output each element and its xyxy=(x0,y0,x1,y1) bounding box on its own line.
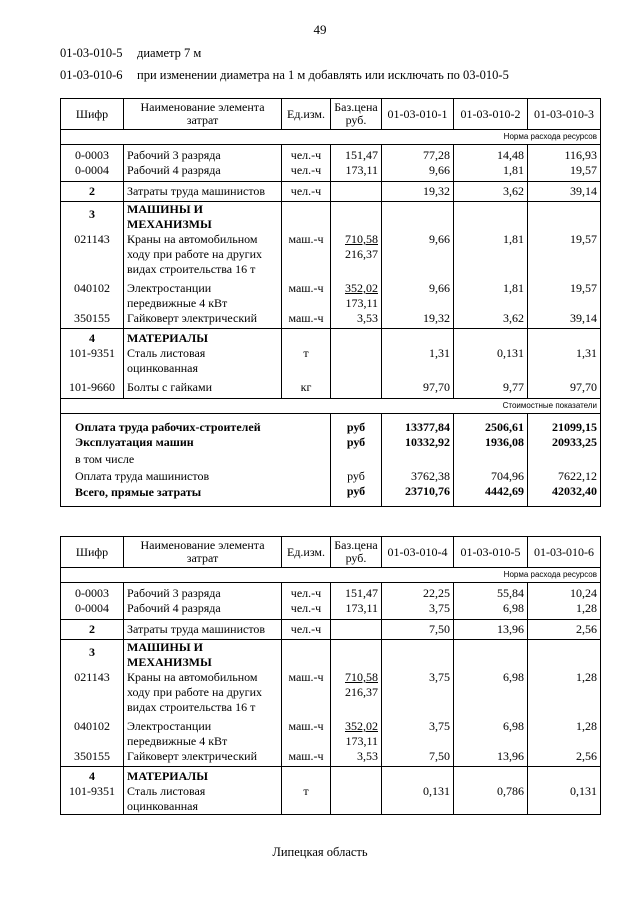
total-value: 42032,40 xyxy=(528,484,601,507)
row-value: 0,131 xyxy=(528,784,601,815)
row-value: 0,131 xyxy=(382,784,454,815)
row-value: 13,96 xyxy=(454,749,528,767)
row-unit: маш.-ч xyxy=(282,715,331,749)
row-value: 9,66 xyxy=(382,277,454,311)
row-unit: чел.-ч xyxy=(282,601,331,620)
row-value: 1,28 xyxy=(528,601,601,620)
row-value: 19,57 xyxy=(528,277,601,311)
table-row xyxy=(61,670,601,715)
section-code: 3 xyxy=(61,202,124,233)
total-value: 3762,38 xyxy=(382,469,454,484)
header-text: при изменении диаметра на 1 м добавлять или исключать по 03-010-5 xyxy=(137,68,509,82)
row-price: 352,02 173,11 xyxy=(331,715,382,749)
section-code: 3 xyxy=(61,640,124,671)
row-value: 1,81 xyxy=(454,163,528,182)
row-value: 3,62 xyxy=(454,182,528,202)
col-header-price: Баз.цена руб. xyxy=(331,99,382,130)
row-price: 710,58 216,37 xyxy=(331,670,382,715)
total-row xyxy=(61,435,601,450)
row-unit: чел.-ч xyxy=(282,620,331,640)
row-price xyxy=(331,376,382,399)
section-row xyxy=(61,640,601,671)
table-header-row xyxy=(61,99,601,130)
total-value: 2506,61 xyxy=(454,414,528,436)
note-row xyxy=(61,568,601,583)
section-code: 4 xyxy=(61,329,124,347)
header-line-2 xyxy=(60,68,509,83)
row-code: 021143 xyxy=(61,670,124,715)
table-row xyxy=(61,163,601,182)
table-header-row xyxy=(61,537,601,568)
row-unit: маш.-ч xyxy=(282,749,331,767)
table-row xyxy=(61,601,601,620)
note-row xyxy=(61,130,601,145)
row-value: 2,56 xyxy=(528,620,601,640)
table-row xyxy=(61,583,601,602)
total-label: Эксплуатация машин xyxy=(61,435,331,450)
row-code: 101-9351 xyxy=(61,346,124,376)
total-value: 13377,84 xyxy=(382,414,454,436)
col-header-variant: 01-03-010-2 xyxy=(454,99,528,130)
row-value: 7,50 xyxy=(382,749,454,767)
total-unit: руб xyxy=(331,484,382,507)
resources-note: Норма расхода ресурсов xyxy=(61,130,601,145)
row-value: 19,32 xyxy=(382,311,454,329)
col-header-name: Наименование элемента затрат xyxy=(124,537,282,568)
row-code: 350155 xyxy=(61,311,124,329)
total-row xyxy=(61,484,601,507)
col-header-unit: Ед.изм. xyxy=(282,99,331,130)
row-unit: маш.-ч xyxy=(282,670,331,715)
table-row xyxy=(61,311,601,329)
row-code: 2 xyxy=(61,620,124,640)
row-name: Краны на автомобильном ходу при работе на других видах строительства 16 т xyxy=(124,670,282,715)
page-number: 49 xyxy=(313,22,327,37)
col-header-code: Шифр xyxy=(61,537,124,568)
row-code: 350155 xyxy=(61,749,124,767)
row-value: 13,96 xyxy=(454,620,528,640)
row-value: 0,131 xyxy=(454,346,528,376)
table-row xyxy=(61,277,601,311)
row-value: 9,77 xyxy=(454,376,528,399)
total-value: 20933,25 xyxy=(528,435,601,450)
cost-note: Стоимостные показатели xyxy=(61,399,601,414)
row-value: 19,57 xyxy=(528,163,601,182)
row-name: Сталь листовая оцинкованная xyxy=(124,784,282,815)
row-name: Затраты труда машинистов xyxy=(124,620,282,640)
table-row xyxy=(61,182,601,202)
section-title: МАШИНЫ И МЕХАНИЗМЫ xyxy=(124,202,282,233)
total-value: 23710,76 xyxy=(382,484,454,507)
total-value: 21099,15 xyxy=(528,414,601,436)
total-label: Всего, прямые затраты xyxy=(61,484,331,507)
header-code: 01-03-010-5 xyxy=(60,46,123,60)
col-header-name: Наименование элемента затрат xyxy=(124,99,282,130)
row-value: 6,98 xyxy=(454,601,528,620)
col-header-variant: 01-03-010-6 xyxy=(528,537,601,568)
row-code: 101-9660 xyxy=(61,376,124,399)
section-row xyxy=(61,202,601,233)
row-unit: чел.-ч xyxy=(282,583,331,602)
row-name: Гайковерт электрический xyxy=(124,311,282,329)
row-value: 2,56 xyxy=(528,749,601,767)
row-value: 1,28 xyxy=(528,670,601,715)
row-price: 151,47 xyxy=(331,145,382,164)
row-value: 1,31 xyxy=(528,346,601,376)
row-value: 6,98 xyxy=(454,670,528,715)
row-value: 77,28 xyxy=(382,145,454,164)
table-row xyxy=(61,232,601,277)
table-row xyxy=(61,715,601,749)
header-line-1 xyxy=(60,46,201,61)
row-name: Рабочий 4 разряда xyxy=(124,601,282,620)
row-name: Рабочий 3 разряда xyxy=(124,583,282,602)
row-value: 116,93 xyxy=(528,145,601,164)
table-row xyxy=(61,376,601,399)
row-price: 710,58 216,37 xyxy=(331,232,382,277)
row-code: 040102 xyxy=(61,715,124,749)
col-header-variant: 01-03-010-1 xyxy=(382,99,454,130)
row-unit: маш.-ч xyxy=(282,311,331,329)
row-value: 55,84 xyxy=(454,583,528,602)
row-price: 173,11 xyxy=(331,601,382,620)
total-value: 704,96 xyxy=(454,469,528,484)
row-value: 1,81 xyxy=(454,277,528,311)
row-value: 22,25 xyxy=(382,583,454,602)
section-title: МАТЕРИАЛЫ xyxy=(124,329,282,347)
row-name: Электростанции передвижные 4 кВт xyxy=(124,277,282,311)
col-header-price: Баз.цена руб. xyxy=(331,537,382,568)
resource-table-2 xyxy=(60,536,601,815)
row-value: 9,66 xyxy=(382,163,454,182)
row-price xyxy=(331,346,382,376)
col-header-variant: 01-03-010-4 xyxy=(382,537,454,568)
row-value: 19,57 xyxy=(528,232,601,277)
col-header-code: Шифр xyxy=(61,99,124,130)
row-value: 39,14 xyxy=(528,182,601,202)
total-label: Оплата труда машинистов xyxy=(61,469,331,484)
total-unit: руб xyxy=(331,469,382,484)
row-price: 3,53 xyxy=(331,311,382,329)
row-name: Гайковерт электрический xyxy=(124,749,282,767)
row-unit: маш.-ч xyxy=(282,232,331,277)
table-row xyxy=(61,784,601,815)
row-unit: чел.-ч xyxy=(282,145,331,164)
total-value: 10332,92 xyxy=(382,435,454,450)
total-row xyxy=(61,450,601,469)
row-value: 19,32 xyxy=(382,182,454,202)
section-row xyxy=(61,767,601,785)
total-unit: руб xyxy=(331,414,382,436)
total-label: в том числе xyxy=(61,450,331,469)
row-price xyxy=(331,784,382,815)
col-header-unit: Ед.изм. xyxy=(282,537,331,568)
total-row xyxy=(61,469,601,484)
header-code: 01-03-010-6 xyxy=(60,68,123,82)
col-header-variant: 01-03-010-5 xyxy=(454,537,528,568)
row-value: 1,81 xyxy=(454,232,528,277)
row-code: 0-0003 xyxy=(61,145,124,164)
col-header-variant: 01-03-010-3 xyxy=(528,99,601,130)
row-unit: т xyxy=(282,784,331,815)
row-value: 3,75 xyxy=(382,601,454,620)
row-price: 151,47 xyxy=(331,583,382,602)
total-value: 4442,69 xyxy=(454,484,528,507)
row-name: Сталь листовая оцинкованная xyxy=(124,346,282,376)
row-name: Затраты труда машинистов xyxy=(124,182,282,202)
resources-note: Норма расхода ресурсов xyxy=(61,568,601,583)
row-price: 173,11 xyxy=(331,163,382,182)
row-price xyxy=(331,182,382,202)
row-value: 3,75 xyxy=(382,715,454,749)
row-value: 1,31 xyxy=(382,346,454,376)
section-code: 4 xyxy=(61,767,124,785)
row-name: Рабочий 3 разряда xyxy=(124,145,282,164)
row-code: 040102 xyxy=(61,277,124,311)
row-code: 0-0004 xyxy=(61,601,124,620)
table-row xyxy=(61,346,601,376)
row-price: 352,02 173,11 xyxy=(331,277,382,311)
row-value: 6,98 xyxy=(454,715,528,749)
row-value: 7,50 xyxy=(382,620,454,640)
total-value: 1936,08 xyxy=(454,435,528,450)
row-code: 101-9351 xyxy=(61,784,124,815)
row-value: 0,786 xyxy=(454,784,528,815)
table-row xyxy=(61,749,601,767)
table-row xyxy=(61,145,601,164)
note-row xyxy=(61,399,601,414)
row-name: Рабочий 4 разряда xyxy=(124,163,282,182)
row-value: 10,24 xyxy=(528,583,601,602)
section-title: МАТЕРИАЛЫ xyxy=(124,767,282,785)
total-row xyxy=(61,414,601,436)
total-unit: руб xyxy=(331,435,382,450)
row-value: 97,70 xyxy=(382,376,454,399)
row-unit: маш.-ч xyxy=(282,277,331,311)
row-price: 3,53 xyxy=(331,749,382,767)
row-unit: чел.-ч xyxy=(282,182,331,202)
row-value: 97,70 xyxy=(528,376,601,399)
section-row xyxy=(61,329,601,347)
row-value: 14,48 xyxy=(454,145,528,164)
table-row xyxy=(61,620,601,640)
row-code: 2 xyxy=(61,182,124,202)
total-value: 7622,12 xyxy=(528,469,601,484)
resource-table-1 xyxy=(60,98,601,507)
section-title: МАШИНЫ И МЕХАНИЗМЫ xyxy=(124,640,282,671)
row-code: 0-0004 xyxy=(61,163,124,182)
row-name: Краны на автомобильном ходу при работе на других видах строительства 16 т xyxy=(124,232,282,277)
total-label: Оплата труда рабочих-строителей xyxy=(61,414,331,436)
row-unit: чел.-ч xyxy=(282,163,331,182)
row-code: 0-0003 xyxy=(61,583,124,602)
row-name: Болты с гайками xyxy=(124,376,282,399)
row-value: 1,28 xyxy=(528,715,601,749)
row-price xyxy=(331,620,382,640)
row-unit: т xyxy=(282,346,331,376)
row-value: 39,14 xyxy=(528,311,601,329)
row-value: 9,66 xyxy=(382,232,454,277)
header-text: диаметр 7 м xyxy=(137,46,202,60)
row-unit: кг xyxy=(282,376,331,399)
row-value: 3,75 xyxy=(382,670,454,715)
row-code: 021143 xyxy=(61,232,124,277)
row-value: 3,62 xyxy=(454,311,528,329)
page-footer: Липецкая область xyxy=(272,845,368,859)
row-name: Электростанции передвижные 4 кВт xyxy=(124,715,282,749)
